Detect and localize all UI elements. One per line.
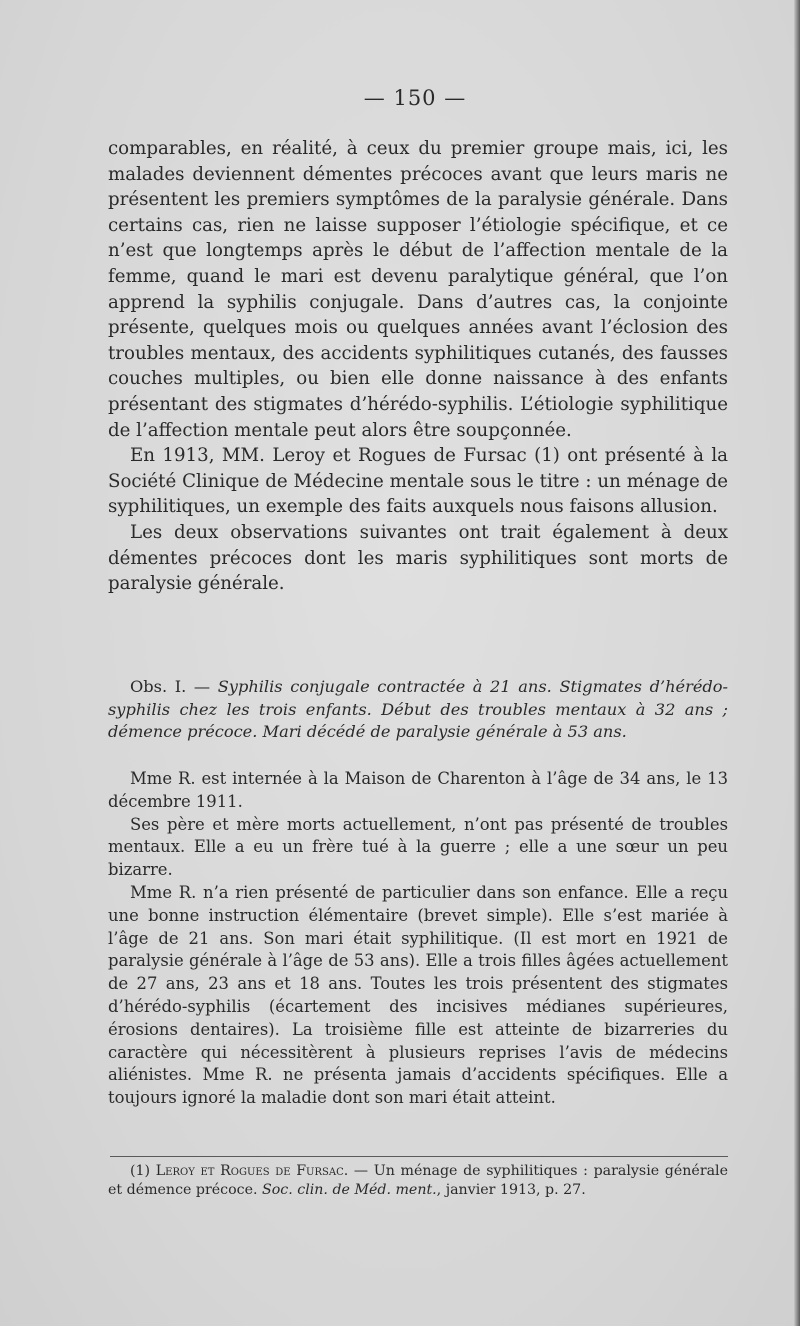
case-paragraph-history: Mme R. n’a rien présenté de particulier dans son enfance. Elle a reçu une bonne instruction élémentaire (brevet simple). Elle s’est mariée à l’âge de 21 ans. Son mari était syphilitique. (Il est mort en 1921 de paralysie générale à l’âge de 53 ans). Elle a trois filles âgées actuellement de 27 ans, 23 ans et 18 ans. Toutes les trois présentent des stigmates d’hérédo-syphilis (écartement des incisives médianes supérieures, érosions dentaires). La troisième fille est atteinte de bizarreries du caractère qui nécessitèrent à plusieurs reprises l’avis de médecins aliénistes. Mme R. ne présenta jamais d’accidents spécifiques. Elle a toujours ignoré la maladie dont son mari était atteint.: [108, 882, 728, 1108]
case-paragraph-family: Ses père et mère morts actuellement, n’ont pas présenté de troubles mentaux. Elle a eu un frère tué à la guerre ; elle a une sœur un peu bizarre.: [108, 814, 728, 880]
footnote-date: , janvier 1913, p. 27.: [436, 1182, 586, 1198]
observation-label: Obs. I.: [130, 677, 187, 696]
footnote: [108, 1162, 728, 1200]
footnote-separator: [110, 1156, 728, 1157]
page-edge-shadow: [794, 0, 800, 1326]
main-text: [108, 136, 728, 597]
observation-dash: —: [186, 677, 218, 696]
case-text: [108, 768, 728, 1110]
footnote-text: — Un ménage de syphilitiques : paralysie générale et démence précoce.: [108, 1163, 728, 1198]
footnote-marker: (1): [130, 1163, 156, 1179]
page-number: — 150 —: [363, 86, 467, 110]
paragraph-observations-intro: Les deux observations suivantes ont trait également à deux démentes précoces dont les maris syphilitiques sont morts de paralysie générale.: [108, 521, 728, 595]
footnote-authors: Leroy et Rogues de Fursac.: [155, 1163, 349, 1179]
paragraph-leroy-rogues: En 1913, MM. Leroy et Rogues de Fursac (1) ont présenté à la Société Clinique de Médecine mentale sous le titre : un ménage de syphilitiques, un exemple des faits auxquels nous faisons allusion.: [108, 445, 728, 518]
case-paragraph-admission: Mme R. est internée à la Maison de Charenton à l’âge de 34 ans, le 13 décembre 1911.: [108, 769, 728, 811]
footnote-journal: Soc. clin. de Méd. ment.: [262, 1182, 437, 1198]
observation-heading: [108, 676, 728, 744]
observation-title: Syphilis conjugale contractée à 21 ans. Stigmates d’hérédo-syphilis chez les trois enfants. Début des troubles mentaux à 32 ans ; démence précoce. Mari décédé de paralysie générale à 53 ans.: [108, 677, 729, 741]
paragraph-continuation: comparables, en réalité, à ceux du premier groupe mais, ici, les malades deviennent démentes précoces avant que leurs maris ne présentent les premiers symptômes de la paralysie générale. Dans certains cas, rien ne laisse supposer l’étiologie spécifique, et ce n’est que longtemps après le début de l’affection mentale de la femme, quand le mari est devenu paralytique général, que l’on apprend la syphilis conjugale. Dans d’autres cas, la conjointe présente, quelques mois ou quelques années avant l’éclosion des troubles mentaux, des accidents syphilitiques cutanés, des fausses couches multiples, ou bien elle donne naissance à des enfants présentant des stigmates d’hérédo-syphilis. L’étiologie syphilitique de l’affection mentale peut alors être soupçonnée.: [108, 138, 728, 441]
